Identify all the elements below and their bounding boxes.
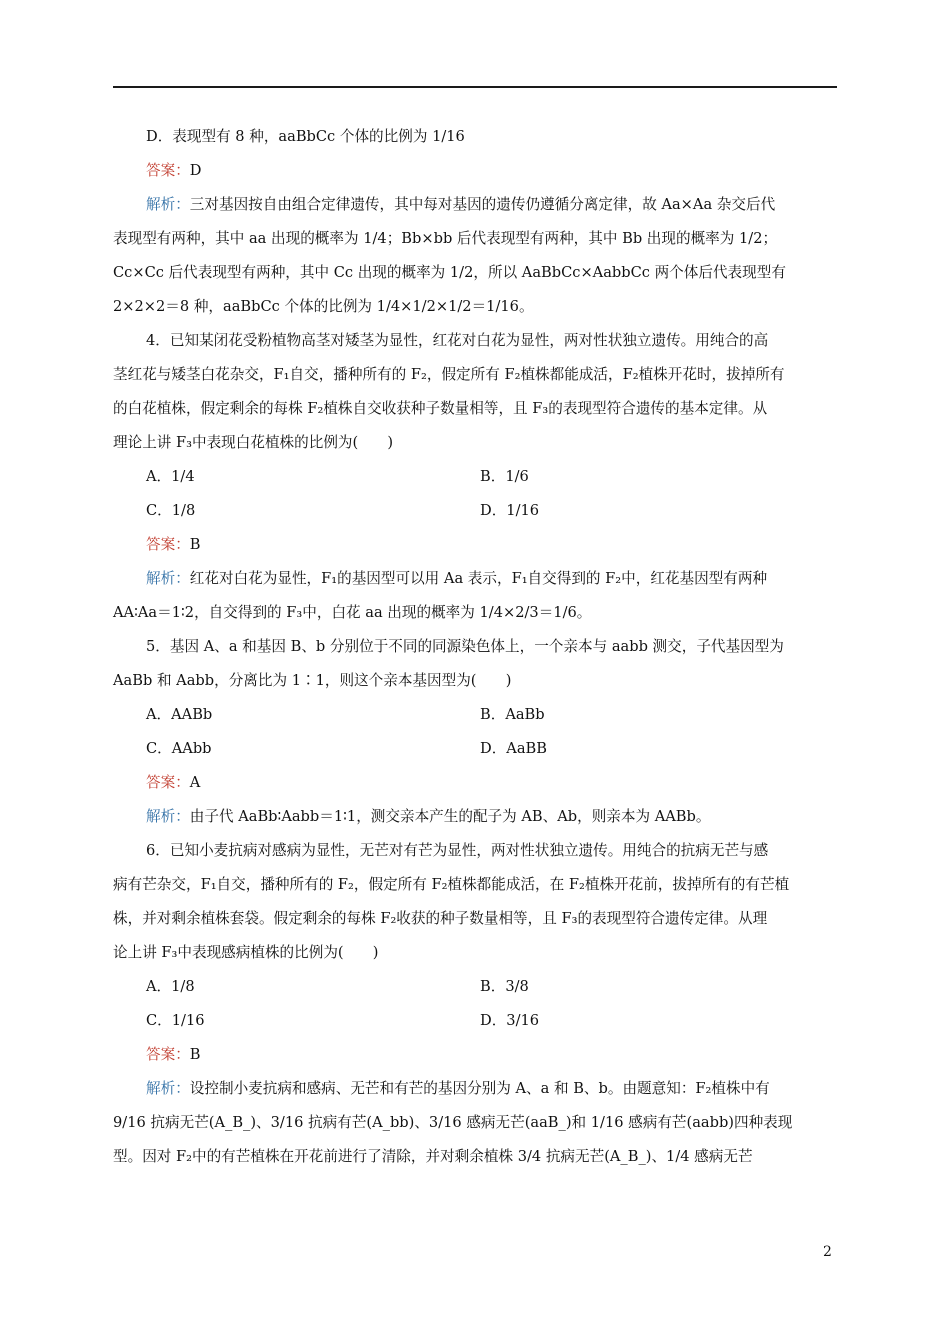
q6-option-b: B．3/8 [480,978,529,995]
q4-option-b: B．1/6 [480,468,529,485]
q5-answer [113,766,837,800]
answer-value: D [189,162,202,179]
q6-options-row-1 [113,970,837,1004]
q6-stem-line-3: 株，并对剩余植株套袋。假定剩余的每株 F₂收获的种子数量相等，且 F₃的表现型符合遗传定律。从理 [113,910,768,927]
q5-option-d: D．AaBB [480,740,547,757]
q6-explain-line-1 [113,1072,837,1106]
q6-stem-line-2: 病有芒杂交，F₁自交，播种所有的 F₂，假定所有 F₂植株都能成活，在 F₂植株开花前，拔掉所有的有芒植 [113,876,790,893]
q4-explain-line-1 [113,562,837,596]
q4-stem-line-2: 茎红花与矮茎白花杂交，F₁自交，播种所有的 F₂，假定所有 F₂植株都能成活，F₂植株开花时，拔掉所有 [113,366,785,383]
header-rule [113,86,837,88]
q4-stem-line-4: 理论上讲 F₃中表现白花植株的比例为( ) [113,434,394,451]
q6-stem-line-1: 6．已知小麦抗病对感病为显性，无芒对有芒为显性，两对性状独立遗传。用纯合的抗病无芒与感 [146,842,769,859]
q5-option-c: C．AAbb [146,740,212,757]
answer-value: A [189,774,201,791]
page-number: 2 [823,1244,832,1260]
explain-text: 由子代 AaBb∶Aabb＝1∶1，测交亲本产生的配子为 AB、Ab，则亲本为 AABb。 [189,808,711,825]
answer-label: 答案： [146,774,190,791]
answer-value: B [189,536,201,553]
q6-explain-line-2: 9/16 抗病无芒(A_B_)、3/16 抗病有芒(A_bb)、3/16 感病无芒(aaB_)和 1/16 感病有芒(aabb)四种表现 [113,1114,793,1131]
q6-explain-line-3: 型。因对 F₂中的有芒植株在开花前进行了清除，并对剩余植株 3/4 抗病无芒(A_B_)、1/4 感病无芒 [113,1148,753,1165]
q3-explain-line-2: 表现型有两种，其中 aa 出现的概率为 1/4；Bb×bb 后代表现型有两种，其中 Bb 出现的概率为 1/2； [113,230,778,247]
q5-option-a: A．AABb [146,706,213,723]
q6-option-a: A．1/8 [146,978,195,995]
explain-label: 解析： [146,808,190,825]
q5-stem-line-2: AaBb 和 Aabb，分离比为 1∶1，则这个亲本基因型为( ) [113,672,512,689]
q6-stem-line-4: 论上讲 F₃中表现感病植株的比例为( ) [113,944,379,961]
q3-explain-line-4: 2×2×2＝8 种，aaBbCc 个体的比例为 1/4×1/2×1/2＝1/16。 [113,298,534,315]
q6-options-row-2 [113,1004,837,1038]
answer-label: 答案： [146,536,190,553]
explain-text: 设控制小麦抗病和感病、无芒和有芒的基因分别为 A、a 和 B、b。由题意知：F₂植株中有 [189,1080,770,1097]
q4-options-row-2 [113,494,837,528]
q5-options-row-2 [113,732,837,766]
q6-option-d: D．3/16 [480,1012,540,1029]
q3-answer [113,154,837,188]
q3-explain-line-3: Cc×Cc 后代表现型有两种，其中 Cc 出现的概率为 1/2，所以 AaBbCc×AabbCc 两个体后代表现型有 [113,264,786,281]
q3-explain-line-1 [113,188,837,222]
q4-option-a: A．1/4 [146,468,195,485]
q4-stem-line-1: 4．已知某闭花受粉植物高茎对矮茎为显性，红花对白花为显性，两对性状独立遗传。用纯合的高 [146,332,769,349]
q4-option-c: C．1/8 [146,502,196,519]
q3-option-d: D．表现型有 8 种，aaBbCc 个体的比例为 1/16 [146,128,465,145]
q4-stem-line-3: 的白花植株，假定剩余的每株 F₂植株自交收获种子数量相等，且 F₃的表现型符合遗传的基本定律。从 [113,400,768,417]
explain-label: 解析： [146,196,190,213]
answer-label: 答案： [146,162,190,179]
q5-options-row-1 [113,698,837,732]
q4-explain-line-2: AA∶Aa＝1∶2，自交得到的 F₃中，白花 aa 出现的概率为 1/4×2/3＝1/6。 [113,604,592,621]
explain-label: 解析： [146,1080,190,1097]
q4-answer [113,528,837,562]
explain-text: 三对基因按自由组合定律遗传，其中每对基因的遗传仍遵循分离定律，故 Aa×Aa 杂交后代 [189,196,776,213]
q5-explain-line-1 [113,800,837,834]
q4-option-d: D．1/16 [480,502,540,519]
q5-option-b: B．AaBb [480,706,545,723]
page-content [113,120,837,1174]
q4-options-row-1 [113,460,837,494]
explain-text: 红花对白花为显性，F₁的基因型可以用 Aa 表示，F₁自交得到的 F₂中，红花基因型有两种 [189,570,768,587]
q6-option-c: C．1/16 [146,1012,205,1029]
q5-stem-line-1: 5．基因 A、a 和基因 B、b 分别位于不同的同源染色体上，一个亲本与 aabb 测交，子代基因型为 [146,638,784,655]
q6-answer [113,1038,837,1072]
answer-value: B [189,1046,201,1063]
answer-label: 答案： [146,1046,190,1063]
explain-label: 解析： [146,570,190,587]
